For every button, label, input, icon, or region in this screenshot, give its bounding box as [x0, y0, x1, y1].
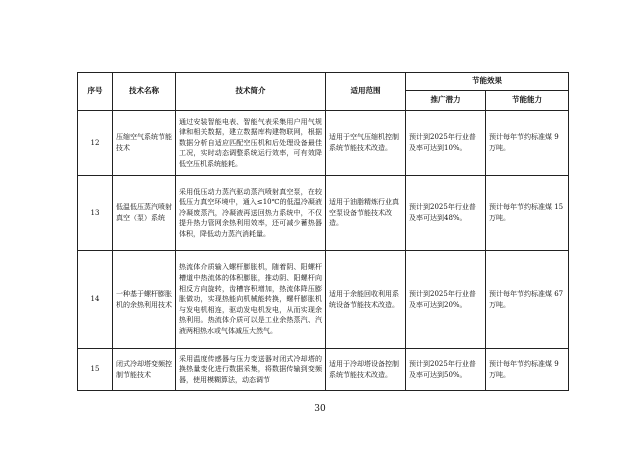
header-desc: 技术简介: [176, 73, 326, 111]
table-row: [78, 349, 569, 391]
promotion-potential: 预计到2025年行业普及率可达到50%。: [406, 349, 486, 391]
table-row: [78, 251, 569, 349]
row-number: 14: [78, 251, 113, 349]
technology-description: 热流体介质输入螺杆膨胀机，随着阴、阳螺杆槽道中热流体的体积膨胀，推动阴、阳螺杆向相反方向旋转，齿槽容积增加，热流体降压膨胀做功，实现热能向机械能转换，螺杆膨胀机与发电机相连，驱动发电机发电，从而实现余热利用。热流体介质可以是工业余热蒸汽、汽液两相热水或气体减压大然气。: [176, 251, 326, 349]
header-potential: 推广潜力: [406, 91, 486, 111]
technology-name: 一种基于螺杆膨胀机的余热利用技术: [113, 251, 176, 349]
technology-description: 通过安装智能电表、智能气表采集用户用气规律和相关数据，建立数据库构建物联网，根据数据分析自适应匹配空压机和后处理设备最佳工况，实时动态调整系统运行效率，可有效降低空压机系统能耗。: [176, 111, 326, 176]
energy-saving-capacity: 预计每年节约标准煤 15万吨。: [486, 176, 569, 251]
technology-name: 压缩空气系统节能技术: [113, 111, 176, 176]
technology-name: 低温低压蒸汽喷射真空（泵）系统: [113, 176, 176, 251]
header-no: 序号: [78, 73, 113, 111]
table-row: [78, 176, 569, 251]
technology-description: 采用温度传感器与压力变送器对闭式冷却塔的换热量变化进行数据采集，将数据传输到变频器，使用模糊算法，动态调节: [176, 349, 326, 391]
promotion-potential: 预计到2025年行业普及率可达到10%。: [406, 111, 486, 176]
technology-table: [77, 72, 569, 391]
page-number: 30: [314, 404, 326, 414]
technology-description: 采用低压动力蒸汽驱动蒸汽喷射真空泵，在较低压力真空环境中，通入≤10℃的低温冷凝液冷凝废蒸汽，冷凝液再送回热力系统中，不仅提升热力管网余热利用效率，还可减少蓄热器体积，降低动力蒸汽消耗量。: [176, 176, 326, 251]
promotion-potential: 预计到2025年行业普及率可达到20%。: [406, 251, 486, 349]
header-scope: 适用范围: [326, 73, 406, 111]
application-scope: 适用于冷却塔设备控制系统节能技术改造。: [326, 349, 406, 391]
table-row: [78, 111, 569, 176]
row-number: 13: [78, 176, 113, 251]
header-name: 技术名称: [113, 73, 176, 111]
energy-saving-capacity: 预计每年节约标准煤 9万吨。: [486, 349, 569, 391]
application-scope: 适用于油脂精炼行业真空泵设备节能技术改造。: [326, 176, 406, 251]
application-scope: 适用于空气压缩机控制系统节能技术改造。: [326, 111, 406, 176]
row-number: 15: [78, 349, 113, 391]
application-scope: 适用于余能回收利用系统设备节能技术改造。: [326, 251, 406, 349]
energy-saving-capacity: 预计每年节约标准煤 9万吨。: [486, 111, 569, 176]
row-number: 12: [78, 111, 113, 176]
header-capacity: 节能能力: [486, 91, 569, 111]
energy-saving-capacity: 预计每年节约标准煤 67万吨。: [486, 251, 569, 349]
promotion-potential: 预计到2025年行业普及率可达到48%。: [406, 176, 486, 251]
header-effect: 节能效果: [406, 73, 569, 91]
technology-name: 闭式冷却塔变频控制节能技术: [113, 349, 176, 391]
